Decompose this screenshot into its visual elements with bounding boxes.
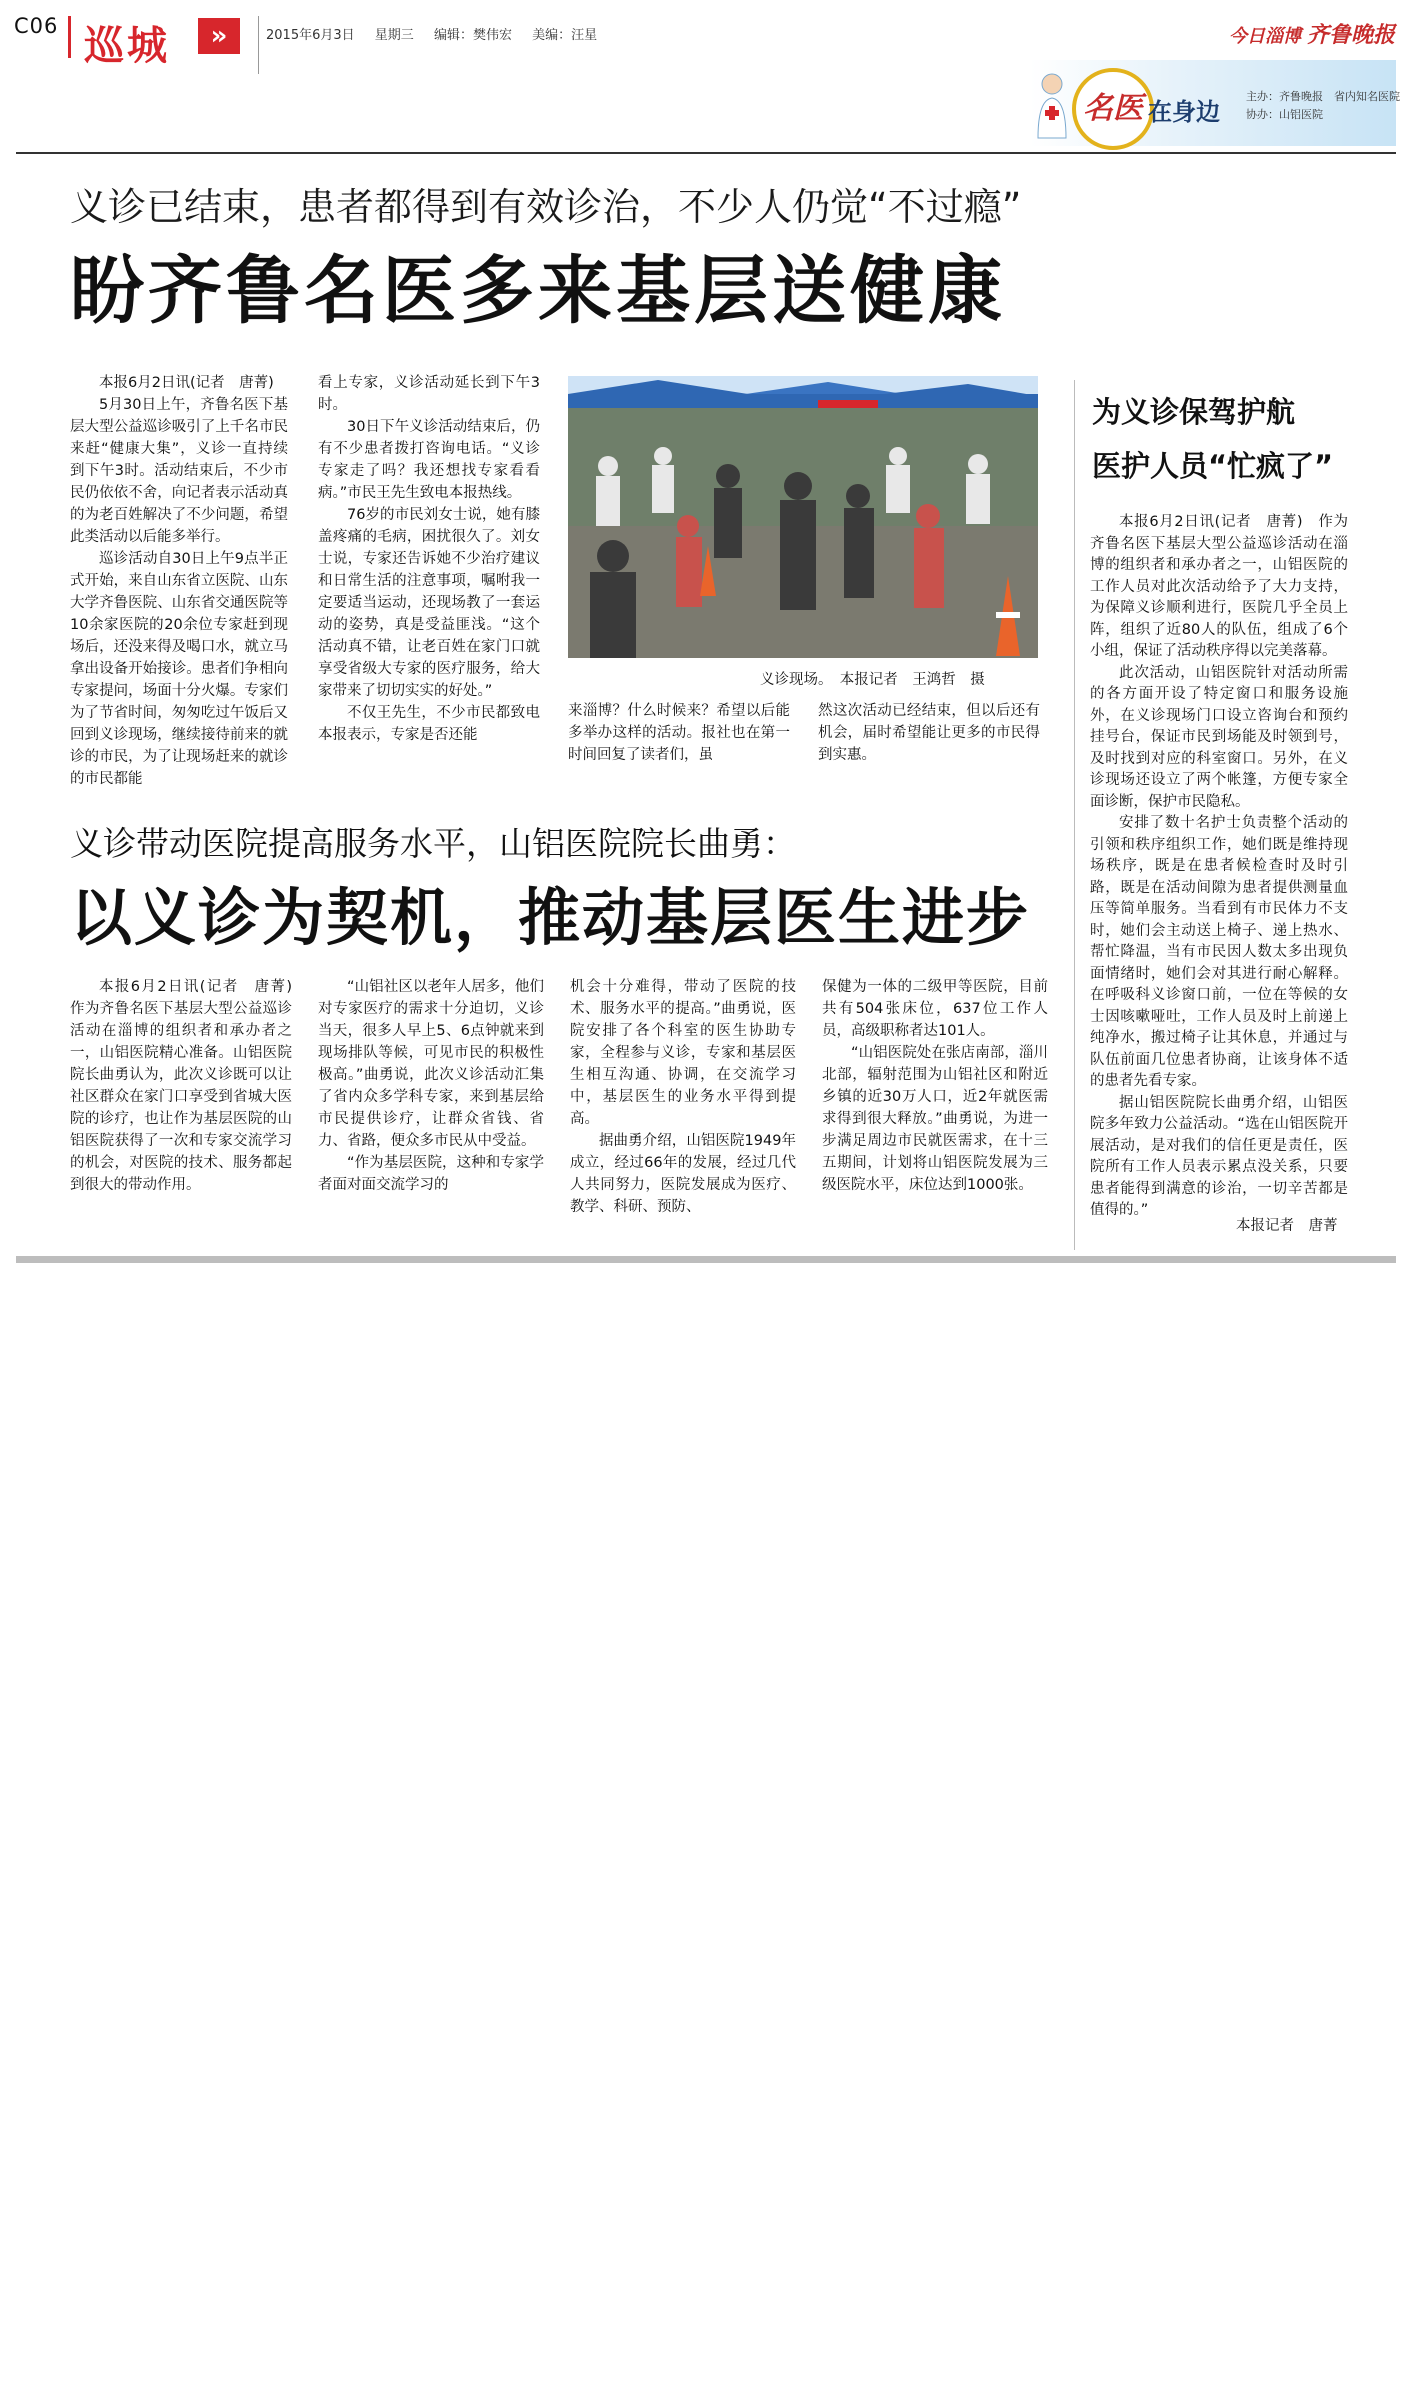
page-bottom-rule (16, 1256, 1396, 1263)
sidebar-body (1090, 512, 1348, 1222)
header-divider-thin (258, 16, 259, 74)
paragraph: 机会十分难得，带动了医院的技术、服务水平的提高。”曲勇说，医院安排了各个科室的医生协助专家，全程参与义诊，专家和基层医生相互沟通、协调，在交流学习中，基层医生的业务水平得到提高。 (570, 979, 796, 1127)
paragraph: 保健为一体的二级甲等医院，目前共有504张床位，637位工作人员，高级职称者达101人。 (822, 979, 1048, 1039)
paragraph: 本报6月2日讯(记者 唐菁) 作为齐鲁名医下基层大型公益巡诊活动在淄博的组织者和承办者之一，山铝医院的工作人员对此次活动给予了大力支持，为保障义诊顺利进行，医院几乎全员上阵，组织了近80人的队伍，组成了6个小组，保证了活动秩序得以完美落幕。 (1090, 514, 1348, 659)
column-divider (1074, 380, 1075, 1250)
article1-col2 (318, 372, 540, 746)
photo-caption: 义诊现场。 本报记者 王鸿哲 摄 (760, 672, 985, 688)
page-number: C06 (14, 14, 59, 38)
paragraph: 看上专家，义诊活动延长到下午3时。 (318, 375, 540, 413)
sidebar-byline: 本报记者 唐菁 (1236, 1218, 1338, 1234)
dateline: 本报6月2日讯(记者 唐菁) (99, 375, 274, 391)
article1-col1 (70, 372, 288, 790)
banner-title: 在身边 (1148, 98, 1220, 126)
paragraph: 据曲勇介绍，山铝医院1949年成立，经过66年的发展，经过几代人共同努力，医院发展成为医疗、教学、科研、预防、 (570, 1133, 796, 1215)
paragraph: “山铝社区以老年人居多，他们对专家医疗的需求十分迫切，义诊当天，很多人早上5、6点钟就来到现场排队等候，可见市民的积极性极高。”曲勇说，此次义诊活动汇集了省内众多学科专家，来到基层给市民提供诊疗，让群众省钱、省力、省路，便众多市民从中受益。 (318, 979, 544, 1149)
article1-subheadline: 义诊已结束，患者都得到有效诊治，不少人仍觉“不过瘾” (70, 185, 1022, 229)
paper-prefix: 今日淄博 (1228, 26, 1301, 47)
designer: 美编：汪星 (532, 28, 598, 43)
issue-weekday: 星期三 (374, 28, 414, 43)
paragraph: 据山铝医院院长曲勇介绍，山铝医院多年致力公益活动。“选在山铝医院开展活动，是对我们的信任更是责任，医院所有工作人员表示累点没关系，只要患者能得到满意的诊治，一切辛苦都是值得的。” (1090, 1094, 1348, 1218)
article1-col3 (568, 700, 790, 766)
banner-logo: 名医 (1072, 68, 1154, 150)
paragraph: 巡诊活动自30日上午9点半正式开始，来自山东省立医院、山东大学齐鲁医院、山东省交通医院等10余家医院的20余位专家赶到现场后，还没来得及喝口水，就立马拿出设备开始接诊。患者们争相向专家提问，场面十分火爆。专家们为了节省时间，匆匆吃过午饭后又回到义诊现场，继续接待前来的就诊的市民，为了让现场赶来的就诊的市民都能 (70, 551, 288, 787)
article2-col2 (318, 976, 544, 1196)
paragraph: 安排了数十名护士负责整个活动的引领和秩序组织工作，她们既是维持现场秩序，既是在患者候检查时及时引路，既是在活动间隙为患者提供测量血压等简单服务。当看到有市民体力不支时，她们会主动送上椅子、递上热水、帮忙降温，当有市民因人数太多出现负面情绪时，她们会对其进行耐心解释。在呼吸科义诊窗口前，一位在等候的女士因咳嗽哑吐，工作人员及时上前递上纯净水，搬过椅子让其休息，并通过与队伍前面几位患者协商，让该身体不适的患者先看专家。 (1090, 815, 1348, 1089)
section-title: 巡城 (84, 23, 170, 69)
paper-title: 齐鲁晚报 (1306, 23, 1395, 48)
doctor-icon (1034, 70, 1070, 140)
sidebar-title-1: 为义诊保驾护航 (1092, 395, 1296, 429)
paragraph: 76岁的市民刘女士说，她有膝盖疼痛的毛病，困扰很久了。刘女士说，专家还告诉她不少治疗建议和日常生活的注意事项，嘱咐我一定要适当运动，还现场教了一套运动的姿势，真是受益匪浅。“这个活动真不错，让老百姓在家门口就享受省级大专家的医疗服务，给大家带来了切切实实的好处。” (318, 507, 540, 699)
paragraph: 来淄博？什么时候来？希望以后能多举办这样的活动。报社也在第一时间回复了读者们，虽 (568, 703, 790, 763)
paragraph: 30日下午义诊活动结束后，仍有不少患者拨打咨询电话。“义诊专家走了吗？我还想找专家看看病。”市民王先生致电本报热线。 (318, 419, 540, 501)
issue-date: 2015年6月3日 (266, 28, 355, 43)
article2-subheadline: 义诊带动医院提高服务水平，山铝医院院长曲勇： (70, 824, 796, 863)
banner-info (1246, 88, 1400, 124)
editor: 编辑：樊伟宏 (433, 28, 512, 43)
paragraph: 本报6月2日讯(记者 唐菁) 作为齐鲁名医下基层大型公益巡诊活动在淄博的组织者和承办者之一，山铝医院精心准备。山铝医院院长曲勇认为，此次义诊既可以让社区群众在家门口享受到省城大医院的诊疗，也让作为基层医院的山铝医院获得了一次和专家交流学习的机会，对医院的技术、服务都起到很大的带动作用。 (70, 979, 307, 1193)
paragraph: 5月30日上午，齐鲁名医下基层大型公益巡诊吸引了上千名市民来赶“健康大集”，义诊一直持续到下午3时。活动结束后，不少市民仍依依不舍，向记者表示活动真的为老百姓解决了不少问题，希望此类活动以后能多举行。 (70, 397, 288, 545)
banner-co-organizer: 协办：山铝医院 (1246, 108, 1323, 121)
paragraph: 然这次活动已经结束，但以后还有机会，届时希望能让更多的市民得到实惠。 (818, 703, 1040, 763)
article2-col1 (70, 976, 307, 1196)
double-chevron-icon: » (198, 18, 240, 54)
header-divider (68, 16, 71, 58)
article1-headline: 盼齐鲁名医多来基层送健康 (70, 248, 1006, 334)
paragraph: 不仅王先生，不少市民都致电本报表示，专家是否还能 (318, 705, 540, 743)
article2-col3 (570, 976, 796, 1218)
news-photo (568, 376, 1038, 658)
paragraph: “山铝医院处在张店南部，淄川北部，辐射范围为山铝社区和附近乡镇的近30万人口，近2年就医需求得到很大释放。”曲勇说，为进一步满足周边市民就医需求，在十三五期间，计划将山铝医院发展为三级医院水平，床位达到1000张。 (822, 1045, 1048, 1193)
article2-headline: 以义诊为契机，推动基层医生进步 (70, 881, 1031, 954)
banner-organizer: 主办：齐鲁晚报 省内知名医院 (1246, 90, 1400, 103)
paragraph: “作为基层医院，这种和专家学者面对面交流学习的 (318, 1155, 544, 1193)
article1-col4 (818, 700, 1040, 766)
article2-col4 (822, 976, 1048, 1196)
paragraph: 此次活动，山铝医院针对活动所需的各方面开设了特定窗口和服务设施外，在义诊现场门口设立咨询台和预约挂号台，保证市民到场能及时领到号，及时找到对应的科室窗口。另外，在义诊现场还设立了两个帐篷，方便专家全面诊断，保护市民隐私。 (1090, 664, 1348, 810)
newspaper-name (1229, 18, 1395, 49)
header-meta (266, 24, 613, 43)
sidebar-title-2: 医护人员“忙疯了” (1092, 449, 1334, 483)
header-rule (16, 152, 1396, 154)
